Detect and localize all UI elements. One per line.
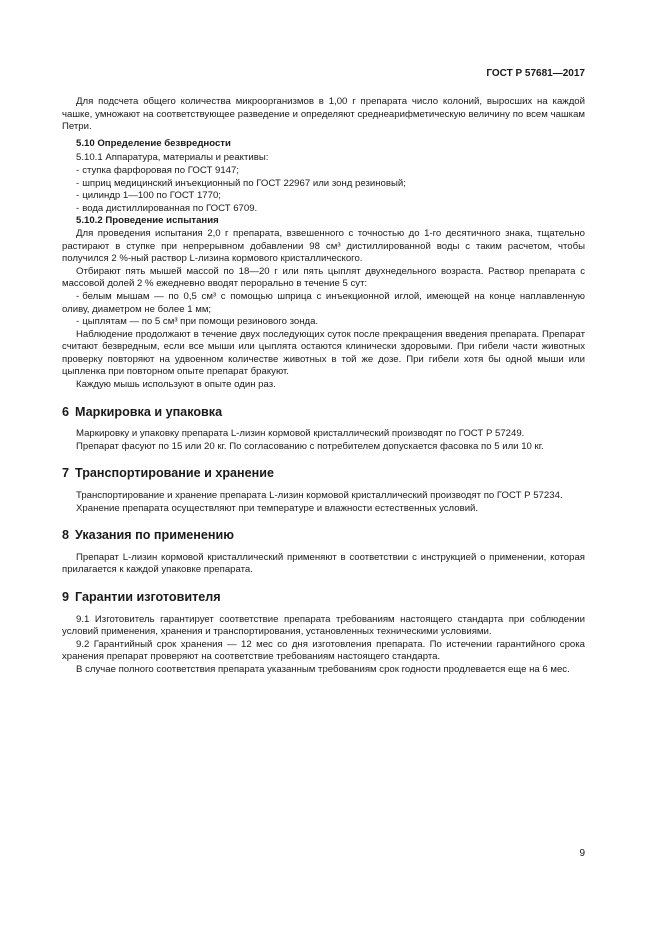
section-8-heading: 8 Указания по применению <box>62 528 234 543</box>
list-item: - ступка фарфоровая по ГОСТ 9147; <box>76 164 240 176</box>
section-5-10-title: 5.10 Определение безвредности <box>76 137 231 149</box>
document-id: ГОСТ Р 57681—2017 <box>486 68 585 79</box>
page-number: 9 <box>579 848 585 859</box>
list-item: - цыплятам — по 5 см³ при помощи резинового зонда. <box>76 316 319 328</box>
list-item: - белым мышам — по 0,5 см³ с помощью шприца с инъекционной иглой, имеющей на конце наплавленную оливу, диаметром не более 1 мм; <box>62 290 585 315</box>
paragraph: 9.2 Гарантийный срок хранения — 12 мес со дня изготовления препарата. По истечении гарантийного срока хранения препарат проверяют на соответствие требованиям настоящего стандарта. <box>62 638 585 663</box>
paragraph: Маркировку и упаковку препарата L-лизин кормовой кристаллический производят по ГОСТ Р 57249. <box>76 428 525 440</box>
paragraph: Для проведения испытания 2,0 г препарата, взвешенного с точностью до 1-го десятичного знака, тщательно растирают в ступке при непрерывном добавлении 98 см³ дистиллированной воды с таким расчетом, чтобы получился 2 %-ный раствор L-лизина кормового кристаллического. <box>62 227 585 265</box>
list-item: - шприц медицинский инъекционный по ГОСТ 22967 или зонд резиновый; <box>76 177 406 189</box>
section-5-10-2-title: 5.10.2 Проведение испытания <box>76 215 219 227</box>
paragraph: Наблюдение продолжают в течение двух последующих суток после прекращения введения препарата. Препарат считают безвредным, если все мыши или цыплята остаются клинически здоровыми. При гибели части животных проверку повторяют на удвоенном количестве животных в той же дозе. При гибели хотя бы одной мыши или цыпленка при повторном опыте препарат бракуют. <box>62 328 585 378</box>
section-5-10-1-title: 5.10.1 Аппаратура, материалы и реактивы: <box>76 152 269 164</box>
intro-paragraph: Для подсчета общего количества микроорганизмов в 1,00 г препарата число колоний, выросших на каждой чашке, умножают на соответствующее разведение и определяют среднеарифметическую величину по всем чашкам Петри. <box>62 96 585 133</box>
paragraph: Препарат L-лизин кормовой кристаллический применяют в соответствии с инструкцией о применении, которая прилагается к каждой упаковке препарата. <box>62 551 585 576</box>
section-9-heading: 9 Гарантии изготовителя <box>62 590 221 604</box>
document-body <box>62 96 585 677</box>
paragraph: Отбирают пять мышей массой по 18—20 г или пять цыплят двухнедельного возраста. Раствор препарата с массовой долей 2 % ежедневно вводят перорально в течение 5 сут: <box>62 265 585 290</box>
paragraph: Препарат фасуют по 15 или 20 кг. По согласованию с потребителем допускается фасовка по 5 или 10 кг. <box>76 440 544 452</box>
paragraph: 9.1 Изготовитель гарантирует соответствие препарата требованиям настоящего стандарта при соблюдении условий применения, хранения и транспортирования, установленных техническими условиями. <box>62 613 585 638</box>
paragraph: Транспортирование и хранение препарата L-лизин кормовой кристаллический производят по ГОСТ Р 57234. <box>76 490 563 502</box>
list-item: - вода дистиллированная по ГОСТ 6709. <box>76 202 258 214</box>
paragraph: Каждую мышь используют в опыте один раз. <box>76 379 276 391</box>
section-6-heading: 6 Маркировка и упаковка <box>62 404 223 419</box>
paragraph: Хранение препарата осуществляют при температуре и влажности естественных условий. <box>76 502 479 514</box>
section-7-heading: 7 Транспортирование и хранение <box>62 466 274 481</box>
list-item: - цилиндр 1—100 по ГОСТ 1770; <box>76 190 221 202</box>
paragraph: В случае полного соответствия препарата указанным требованиям срок годности продлевается еще на 6 мес. <box>76 663 570 675</box>
